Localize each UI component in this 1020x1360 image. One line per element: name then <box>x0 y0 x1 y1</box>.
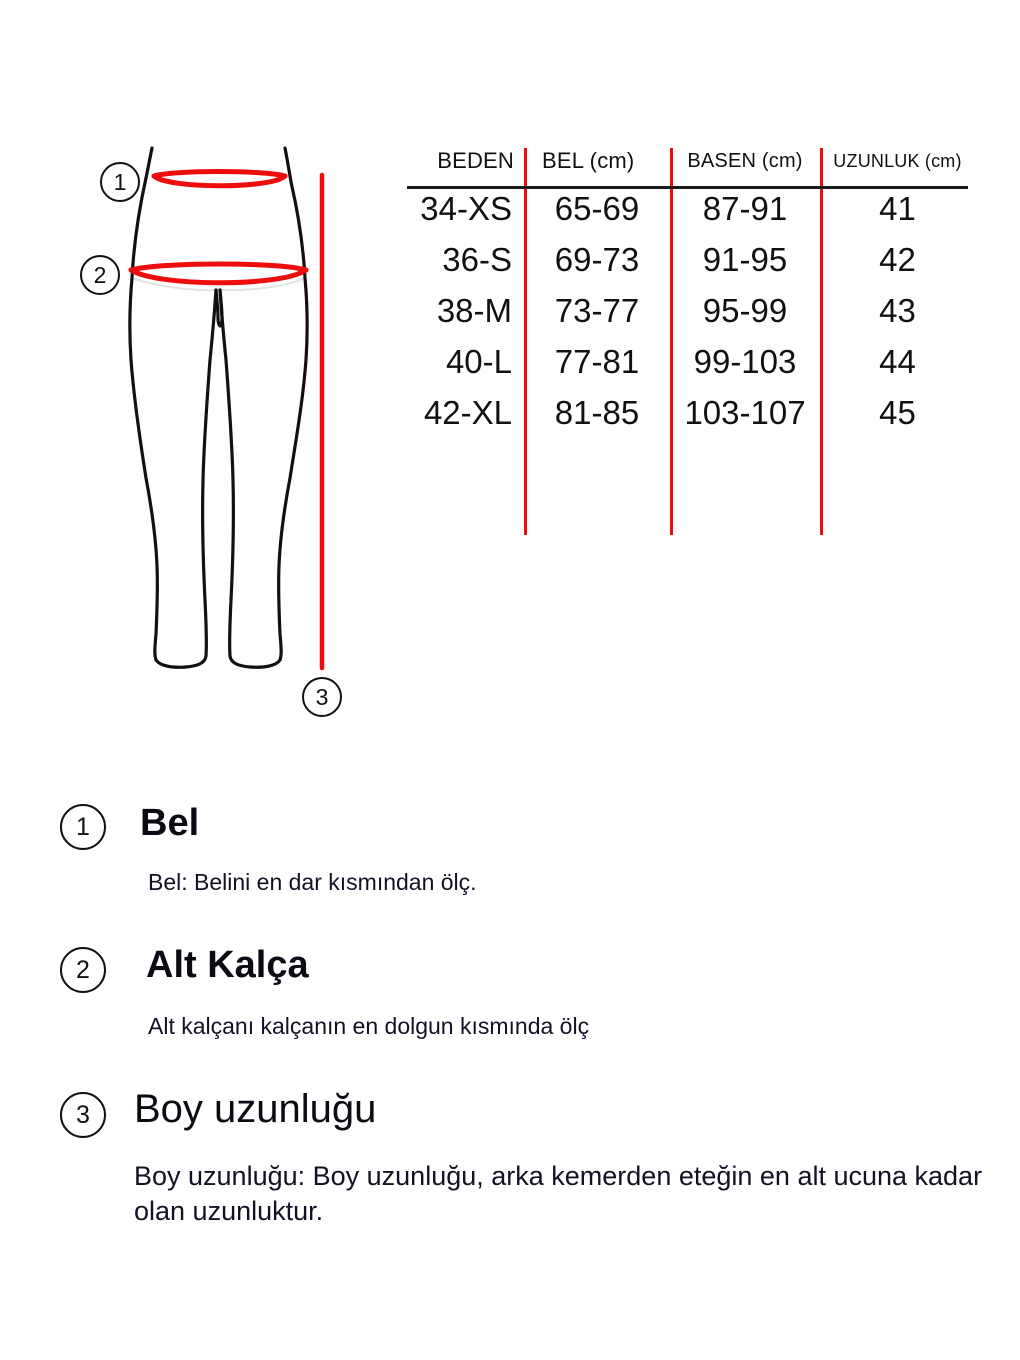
legend-marker-2-icon <box>60 947 106 993</box>
cell-basen: 103-107 <box>684 394 806 431</box>
diagram-marker-hip <box>80 255 120 295</box>
table-row <box>400 388 975 439</box>
legend-title-boy-uzunlugu: Boy uzunluğu <box>134 1087 377 1131</box>
cell-uzunluk: 42 <box>879 241 916 278</box>
column-header-beden: BEDEN <box>437 148 514 173</box>
size-table-grid <box>400 140 975 439</box>
cell-beden: 40-L <box>445 343 512 380</box>
table-row <box>400 235 975 286</box>
table-row <box>400 184 975 235</box>
table-row <box>400 337 975 388</box>
legend-marker-1-icon <box>60 804 106 850</box>
cell-uzunluk: 45 <box>879 394 916 431</box>
table-row <box>400 286 975 337</box>
column-header-uzunluk: UZUNLUK (cm) <box>833 150 962 171</box>
legend-marker-3-label: 3 <box>76 1100 90 1129</box>
cell-basen: 95-99 <box>702 292 788 329</box>
legend-title-alt-kalca: Alt Kalça <box>146 944 309 986</box>
cell-bel: 81-85 <box>554 394 640 431</box>
cell-uzunluk: 44 <box>879 343 916 380</box>
lower-body-silhouette-icon <box>0 0 400 760</box>
diagram-marker-hip-label: 2 <box>93 261 107 288</box>
table-column-divider <box>670 148 673 535</box>
cell-beden: 38-M <box>436 292 512 329</box>
legend-title-bel: Bel <box>140 802 200 844</box>
table-column-divider <box>524 148 527 535</box>
legend-marker-3-icon <box>60 1092 106 1138</box>
diagram-marker-length <box>302 677 342 717</box>
column-header-basen: BASEN (cm) <box>687 149 803 172</box>
cell-bel: 73-77 <box>554 292 640 329</box>
cell-uzunluk: 41 <box>879 190 916 227</box>
cell-bel: 65-69 <box>554 190 640 227</box>
cell-beden: 36-S <box>442 241 512 278</box>
cell-basen: 91-95 <box>702 241 788 278</box>
diagram-marker-waist <box>100 162 140 202</box>
table-header-rule <box>407 186 968 189</box>
size-diagram <box>0 0 400 760</box>
cell-bel: 77-81 <box>554 343 640 380</box>
legend-marker-1-label: 1 <box>76 812 90 841</box>
diagram-marker-waist-label: 1 <box>113 168 127 195</box>
column-header-bel: BEL (cm) <box>542 148 635 173</box>
legend-description-alt-kalca: Alt kalçanı kalçanın en dolgun kısmında ölç <box>148 1013 590 1039</box>
cell-beden: 34-XS <box>420 190 512 227</box>
table-column-divider <box>820 148 823 535</box>
cell-basen: 87-91 <box>702 190 788 227</box>
legend-marker-2-label: 2 <box>76 955 90 984</box>
legend-description-bel: Bel: Belini en dar kısmından ölç. <box>148 869 477 895</box>
cell-bel: 69-73 <box>554 241 640 278</box>
size-chart-table <box>400 140 975 545</box>
legend-description-boy-uzunlugu: Boy uzunluğu: Boy uzunluğu, arka kemerden eteğin en alt ucuna kadar olan uzunluktur. <box>134 1161 983 1226</box>
cell-uzunluk: 43 <box>879 292 916 329</box>
cell-beden: 42-XL <box>423 394 512 431</box>
cell-basen: 99-103 <box>693 343 797 380</box>
table-header-row <box>400 140 975 184</box>
diagram-marker-length-label: 3 <box>315 683 329 710</box>
